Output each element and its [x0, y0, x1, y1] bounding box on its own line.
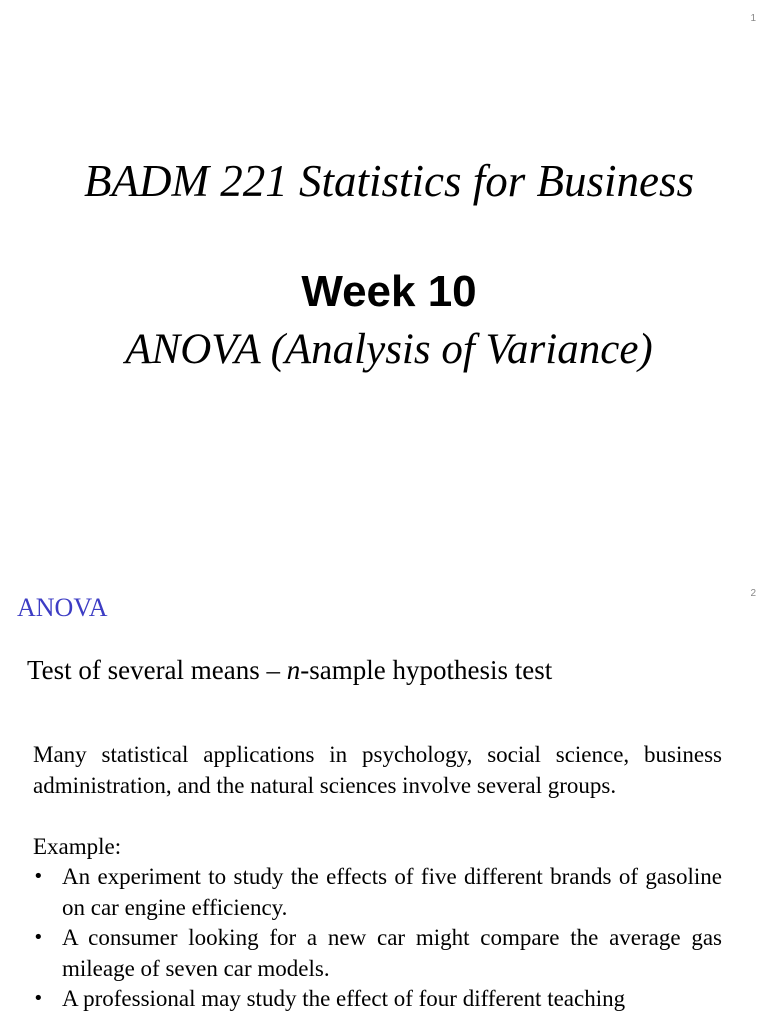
slide-2 [0, 576, 768, 1024]
slide-body [33, 740, 722, 1015]
page-number: 1 [750, 13, 756, 24]
bullet-icon: • [33, 988, 44, 1009]
bullet-icon: • [33, 866, 44, 887]
slide-subtitle [27, 653, 552, 687]
page-number: 2 [750, 588, 756, 599]
section-heading: ANOVA [17, 593, 108, 622]
week-title: Week 10 [301, 267, 477, 316]
example-label: Example: [33, 833, 122, 859]
subtitle-text-start: Test of several means – [27, 655, 287, 685]
list-item [33, 984, 722, 1015]
intro-paragraph: Many statistical applications in psychology, social science, business administration, and the natural sciences involve several groups. [33, 742, 722, 798]
course-title: BADM 221 Statistics for Business [84, 156, 694, 206]
list-item-text: A professional may study the effect of four different teaching [62, 986, 626, 1011]
list-item [33, 923, 722, 984]
bullet-icon: • [33, 927, 44, 948]
list-item-text: A consumer looking for a new car might compare the average gas mileage of seven car models. [62, 925, 722, 981]
subtitle-variable: n [286, 655, 301, 685]
subtitle-text-end: -sample hypothesis test [300, 655, 553, 685]
list-item-text: An experiment to study the effects of five different brands of gasoline on car engine efficiency. [62, 864, 722, 920]
topic-title: ANOVA (Analysis of Variance) [125, 326, 653, 373]
paragraph-spacer [33, 801, 722, 832]
example-list [33, 862, 722, 1015]
list-item [33, 862, 722, 923]
